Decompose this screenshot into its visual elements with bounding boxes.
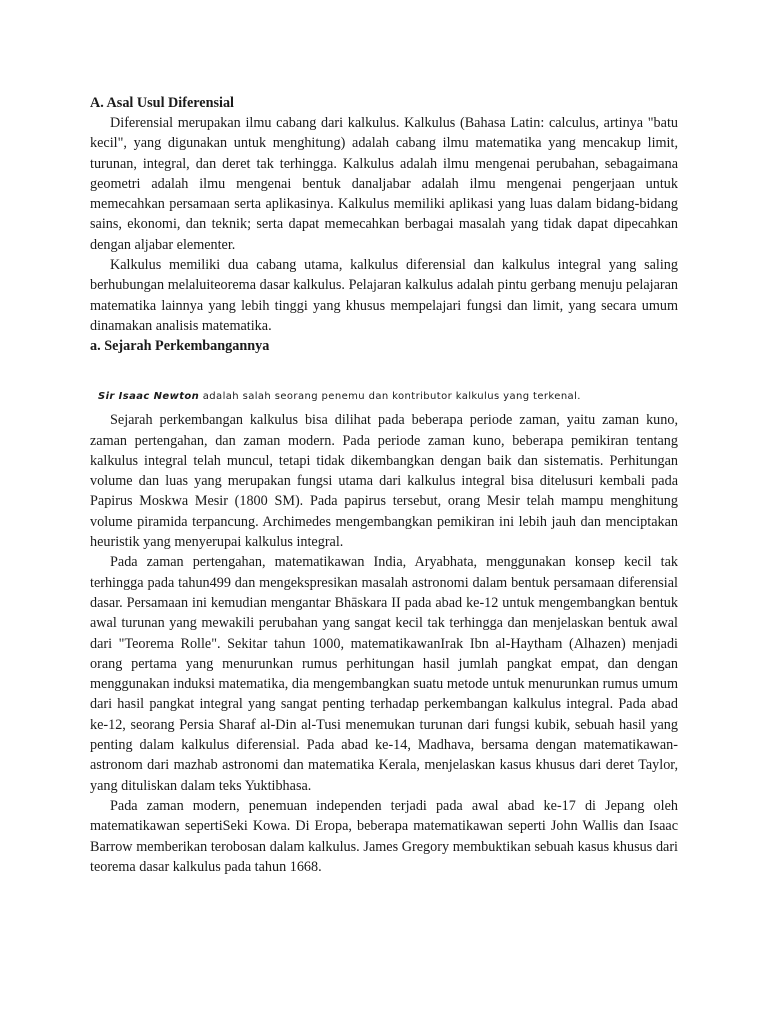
- subsection-heading-sejarah: [90, 336, 678, 356]
- paragraph-zaman-kuno: Sejarah perkembangan kalkulus bisa dilihat pada beberapa periode zaman, yaitu zaman kuno, zaman pertengahan, dan zaman modern. Pada periode zaman kuno, beberapa pemikiran tentang kalkulus integral telah muncul, tetapi tidak dikembangkan dengan baik dan sistematis. Perhitungan volume dan luas yang merupakan fungsi utama dari kalkulus integral bisa ditelusuri kembali pada Papirus Moskwa Mesir (1800 SM). Pada papirus tersebut, orang Mesir telah mampu menghitung volume piramida terpancung. Archimedes mengembangkan pemikiran ini lebih jauh dan menciptakan heuristik yang menyerupai kalkulus integral.: [90, 412, 678, 551]
- paragraph-zaman-modern: Pada zaman modern, penemuan independen terjadi pada awal abad ke-17 di Jepang oleh matematikawan sepertiSeki Kowa. Di Eropa, beberapa matematikawan seperti John Wallis dan Isaac Barrow memberikan terobosan dalam kalkulus. James Gregory membuktikan sebuah kasus khusus dari teorema dasar kalkulus pada tahun 1668.: [90, 797, 678, 875]
- paragraph-cabang-kalkulus: Kalkulus memiliki dua cabang utama, kalkulus diferensial dan kalkulus integral yang saling berhubungan melaluiteorema dasar kalkulus. Pelajaran kalkulus adalah pintu gerbang menuju pelajaran matematika lainnya yang lebih tinggi yang khusus mempelajari fungsi dan limit, yang secara umum dinamakan analisis matematika.: [90, 257, 678, 334]
- document-body: [90, 93, 678, 877]
- subsection-heading-text: a. Sejarah Perkembangannya: [90, 338, 270, 355]
- paragraph-zaman-pertengahan: Pada zaman pertengahan, matematikawan India, Aryabhata, menggunakan konsep kecil tak terhingga pada tahun499 dan mengekspresikan masalah astronomi dalam bentuk persamaan diferensial dasar. Persamaan ini kemudian mengantar Bhāskara II pada abad ke-12 untuk mengembangkan bentuk awal turunan yang mewakili perubahan yang sangat kecil tak terhingga dan menjelaskan bentuk awal dari "Teorema Rolle". Sekitar tahun 1000, matematikawanIrak Ibn al-Haytham (Alhazen) menjadi orang pertama yang menurunkan rumus perhitungan hasil jumlah pangkat empat, dan dengan menggunakan induksi matematika, dia mengembangkan suatu metode untuk menurunkan rumus umum dari hasil pangkat integral yang sangat penting terhadap perkembangan kalkulus integral. Pada abad ke-12, seorang Persia Sharaf al-Din al-Tusi menemukan turunan dari fungsi kubik, sebuah hasil yang penting dalam kalkulus diferensial. Pada abad ke-14, Madhava, bersama dengan matematikawan-astronom dari mazhab astronomi dan matematika Kerala, menjelaskan kasus khusus dari deret Taylor, yang dituliskan dalam teks Yuktibhasa.: [90, 554, 678, 794]
- caption-name: Sir Isaac Newton: [98, 391, 200, 403]
- caption-text: adalah salah seorang penemu dan kontributor kalkulus yang terkenal.: [199, 391, 581, 403]
- newton-caption: [98, 390, 678, 404]
- section-heading-asal-usul: A. Asal Usul Diferensial: [90, 95, 234, 111]
- paragraph-diferensial-intro: Diferensial merupakan ilmu cabang dari kalkulus. Kalkulus (Bahasa Latin: calculus, artinya "batu kecil", yang digunakan untuk menghitung) adalah cabang ilmu matematika yang mencakup limit, turunan, integral, dan deret tak terhingga. Kalkulus adalah ilmu mengenai perubahan, sebagaimana geometri adalah ilmu mengenai bentuk danaljabar adalah ilmu mengenai pengerjaan untuk memecahkan persamaan serta aplikasinya. Kalkulus memiliki aplikasi yang luas dalam bidang-bidang sains, ekonomi, dan teknik; serta dapat memecahkan berbagai masalah yang tidak dapat dipecahkan dengan aljabar elementer.: [90, 115, 678, 253]
